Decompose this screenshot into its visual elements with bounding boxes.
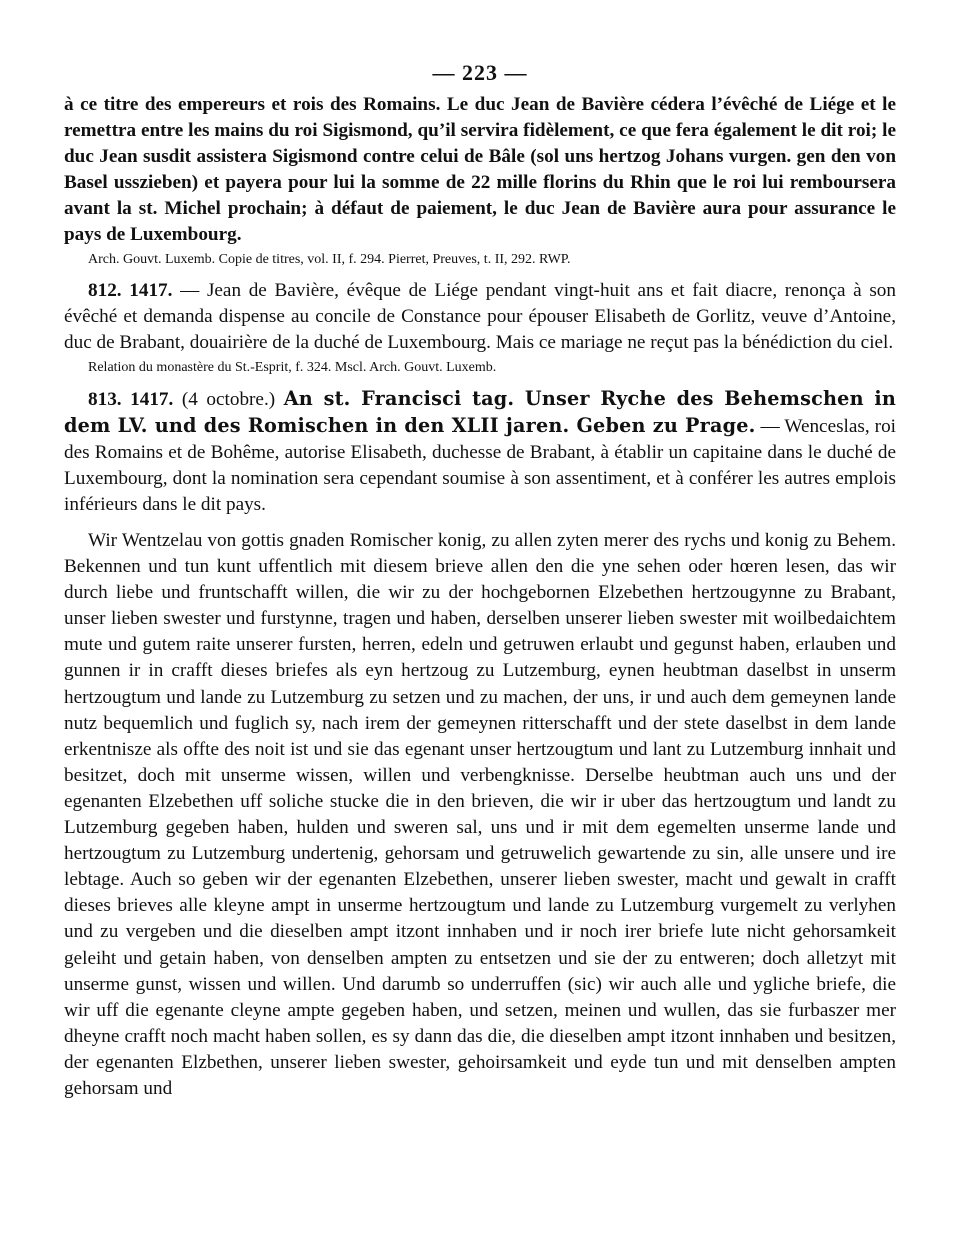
entry-813-blackletter: An st. Francisci tag. Unser Ryche des Behemschen in dem LV. und des Romischen in den XLII jaren. Geben zu Prage. <box>64 387 897 437</box>
page-number: — 223 — <box>432 60 528 85</box>
entry-812-text: — Jean de Bavière, évêque de Liége pendant vingt-huit ans et fait diacre, renonça à son évêché et demanda dispense au concile de Constance pour épouser Elisabeth de Gorlitz, veuve d’Antoine, duc de Brabant, douairière de la duché de Luxembourg. Mais ce mariage ne reçut pas la bénédiction du ciel. <box>64 280 896 353</box>
entry-813-year: 1417. <box>130 389 174 410</box>
entry-813 <box>64 386 896 518</box>
opening-paragraph: à ce titre des empereurs et rois des Romains. Le duc Jean de Bavière cédera l’évêché de Liége et le remettra entre les mains du roi Sigismond, qu’il servira fidèlement, ce que fera également le dit roi; le duc Jean susdit assistera Sigismond contre celui de Bâle (sol uns hertzog Johans vurgen. gen den von Basel usszieben) et payera pour lui la somme de 22 mille florins du Rhin que le roi lui remboursera avant la st. Michel prochain; à défaut de paiement, le duc Jean de Bavière aura pour assurance le pays de Luxembourg. <box>64 94 896 245</box>
entry-813-number: 813. <box>88 389 122 410</box>
entry-812 <box>64 278 896 356</box>
entry-812-year: 1417. <box>129 280 173 301</box>
source-citation-2: Relation du monastère du St.-Esprit, f. 324. Mscl. Arch. Gouvt. Luxemb. <box>88 360 497 375</box>
entry-813-date: (4 octobre.) <box>181 389 276 410</box>
source-citation-1: Arch. Gouvt. Luxemb. Copie de titres, vol. II, f. 294. Pierret, Preuves, t. II, 292. RWP. <box>88 252 571 267</box>
entry-813-text: — Wenceslas, roi des Romains et de Bohême, autorise Elisabeth, duchesse de Brabant, à établir un capitaine dans le duché de Luxembourg, dont la nomination sera cependant soumise à son assentiment, et à conférer les autres emplois inférieurs dans le dit pays. <box>64 416 896 515</box>
german-charter-text: Wir Wentzelau von gottis gnaden Romischer konig, zu allen zyten merer des rychs und konig zu Behem. Bekennen und tun kunt uffentlich mit diesem brieve allen den die yne sehen oder hœren lesen, das wir durch liebe und fruntschafft willen, die wir zu der hochgebornen Elzebethen hertzougynne zu Brabant, unser lieben swester und furstynne, tragen und haben, derselben unserer lieben swester mit woilbedaichtem mute und gutem raite unserer fursten, herren, edeln und getruwen erlaubt und gegunst haben, erlauben und gunnen ir in crafft dieses briefes als eyn hertzoug zu Lutzemburg, eynen heubtman daselbst in unserm hertzougtum und lande zu Lutzemburg zu setzen und zu machen, der uns, ir und auch dem gemeynen lande nutz bequemlich und fuglich sy, nach irem der gemeynen ritterschafft und der stete daselbst in dem lande erkentnisze als offte des noit ist und sie das egenant unser hertzougtum und lant zu Lutzemburg innhait und besitzet, doch mit unserme wissen, willen und verbengknisse. Derselbe heubtman auch uns und der egenanten Elzebethen uff soliche stucke die in den brieven, die wir ir uber das hertzougtum und landt zu Lutzemburg gegeben haben, hulden und sweren sal, uns und ir mit dem egemelten unserme lande und hertzougtum zu Lutzemburg undertenig, gehorsam und getruwelich gewartende zu sin, alle unsere und ire lebtage. Auch so geben wir der egenanten Elzebethen, unserer lieben swester, macht und gewalt in crafft dieses brieves alle kleyne ampt in unserme hertzougtum und lande zu Lutzemburg vurgemelt zu verlyhen und zu vergeben und die dieselben ampt itzont innhaben und ir noch irer briefe lute nicht gehorsamkeit geleiht und getain haben, von denselben ampten zu entsetzen und sie der zu entweren; doch alletzyt mit unserme gunst, wissen und willen. Und darumb so underruffen (sic) wir auch alle und ygliche briefe, die wir uff die egenante cleyne ampte gegeben haben, und setzen, meinen und wullen, das sie furbaszer mer dheyne crafft noch macht haben sollen, es sy dann das die, die dieselben ampt itzont innhaben und besitzen, der egenanten Elzbethen, unserer lieben swester, gehoirsamkeit und eyde tun und mit denselben ampten gehorsam und <box>64 530 896 1099</box>
entry-812-number: 812. <box>88 280 122 301</box>
